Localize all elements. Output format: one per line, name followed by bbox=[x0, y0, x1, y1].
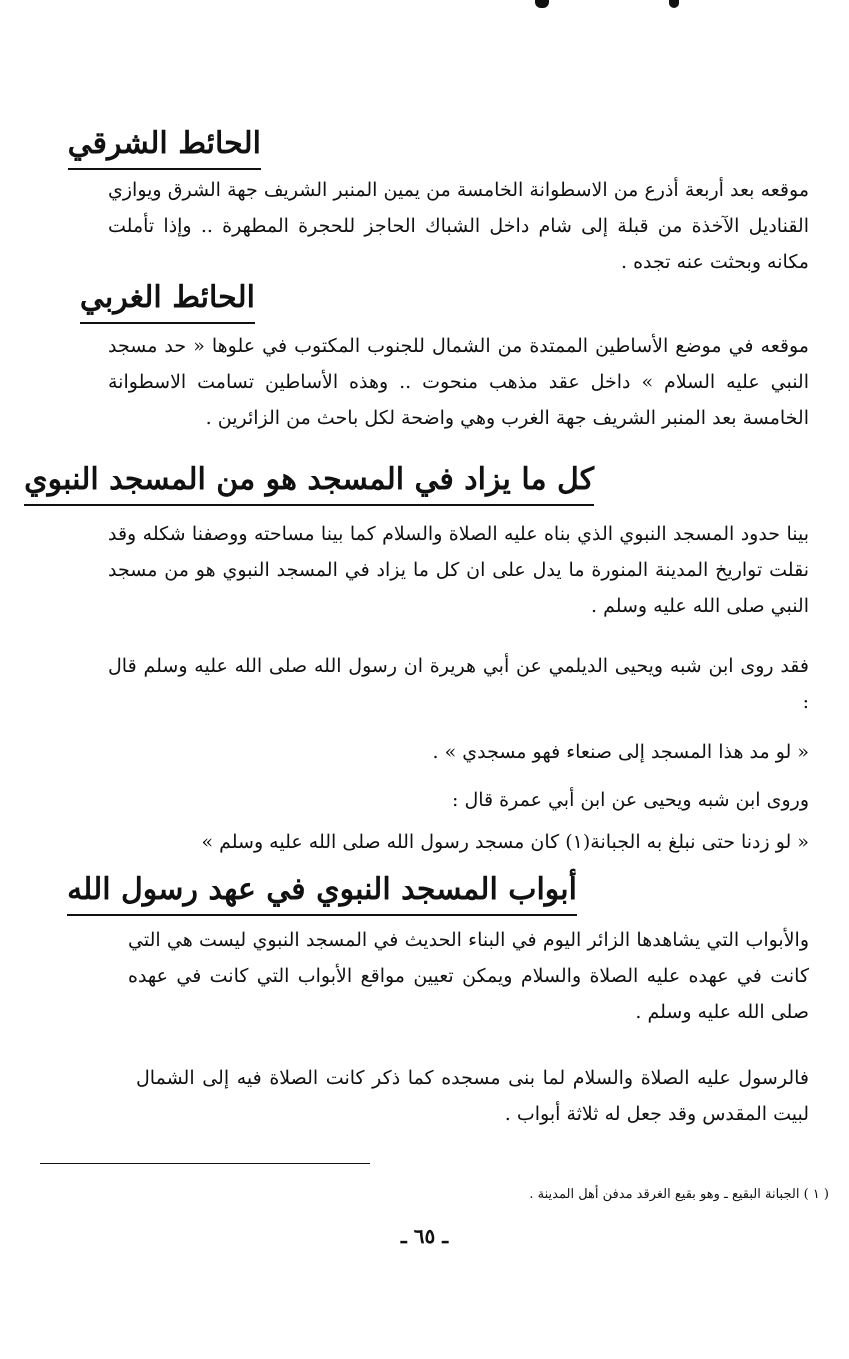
footnote: ( ١ ) الجبانة البقيع ـ وهو بقيع الغرقد مدفن أهل المدينة . bbox=[529, 1187, 829, 1202]
page-number: ـ ٦٥ ـ bbox=[400, 1224, 449, 1248]
section-title-east-wall: الحائط الشرقي bbox=[68, 124, 261, 170]
paragraph-west-wall: موقعه في موضع الأساطين الممتدة من الشمال للجنوب المكتوب في علوها « حد مسجد النبي عليه السلام » داخل عقد مذهب منحوت .. وهذه الأساطين تسامت الاسطوانة الخامسة بعد المنبر الشريف جهة الغرب وهي واضحة لكل باحث من الزائرين . bbox=[108, 335, 809, 429]
paragraph-hadith-abu-hurairah: فقد روى ابن شبه ويحيى الديلمي عن أبي هريرة ان رسول الله صلى الله عليه وسلم قال : bbox=[108, 655, 809, 713]
paragraph-original-doors: فالرسول عليه الصلاة والسلام لما بنى مسجده كما ذكر كانت الصلاة فيه إلى الشمال لبيت المقدس وقد جعل له ثلاثة أبواب . bbox=[136, 1067, 809, 1125]
section-title-mosque-doors: أبواب المسجد النبوي في عهد رسول الله bbox=[67, 870, 577, 916]
paragraph-east-wall: موقعه بعد أربعة أذرع من الاسطوانة الخامسة من يمين المنبر الشريف جهة الشرق ويوازي القناديل الآخذة من قبلة إلى شام داخل الشباك الحاجز للحجرة المطهرة .. وإذا تأملت مكانه وبحثت عنه تجده . bbox=[108, 179, 809, 273]
section-title-west-wall: الحائط الغربي bbox=[80, 278, 255, 324]
scan-artifact bbox=[535, 0, 549, 8]
quote-line-jabbana: « لو زدنا حتى نبلغ به الجبانة(١) كان مسجد رسول الله صلى الله عليه وسلم » bbox=[201, 831, 809, 853]
scan-artifact bbox=[669, 0, 679, 8]
narration-line-ibn-abi-amra: وروى ابن شبه ويحيى عن ابن أبي عمرة قال : bbox=[452, 789, 809, 811]
footnote-divider bbox=[40, 1163, 370, 1164]
quote-line-sanaa: « لو مد هذا المسجد إلى صنعاء فهو مسجدي » . bbox=[432, 741, 809, 763]
section-title-mosque-expansion: كل ما يزاد في المسجد هو من المسجد النبوي bbox=[24, 460, 594, 506]
paragraph-mosque-boundaries: بينا حدود المسجد النبوي الذي بناه عليه الصلاة والسلام كما بينا مساحته ووصفنا شكله وقد نقلت تواريخ المدينة المنورة ما يدل على ان كل ما يزاد في المسجد النبوي هو من مسجد النبي صلى الله عليه وسلم . bbox=[108, 523, 809, 617]
paragraph-modern-doors: والأبواب التي يشاهدها الزائر اليوم في البناء الحديث في المسجد النبوي ليست هي التي كانت في عهده عليه الصلاة والسلام ويمكن تعيين مواقع الأبواب التي كانت في عهده صلى الله عليه وسلم . bbox=[128, 929, 809, 1023]
